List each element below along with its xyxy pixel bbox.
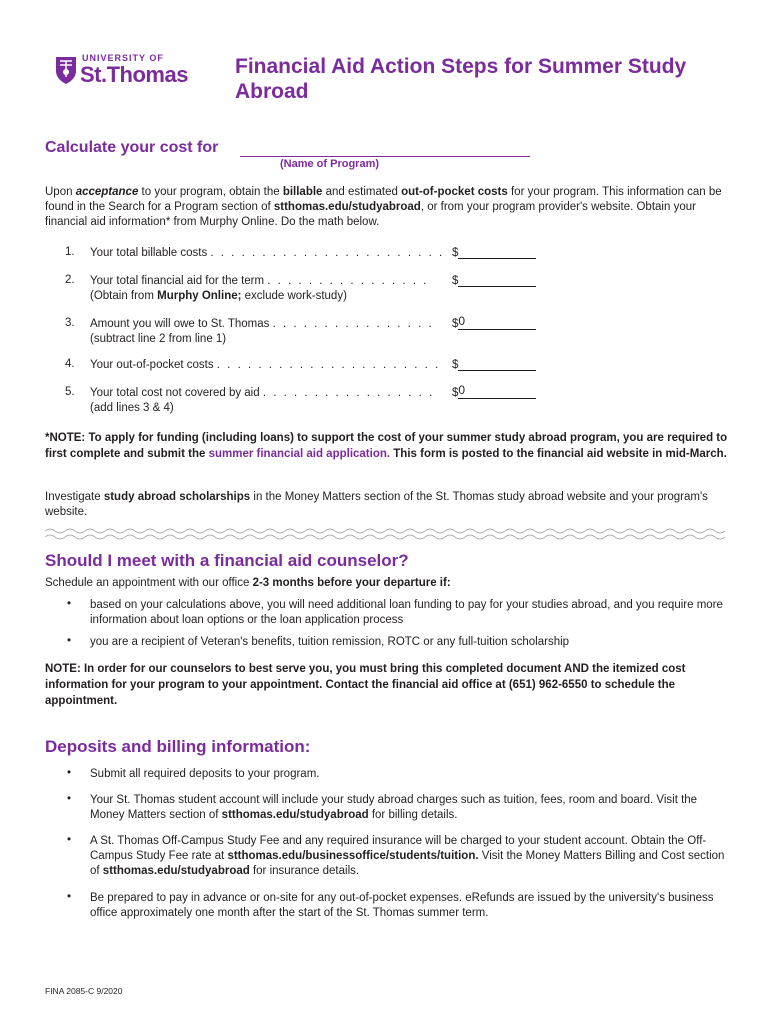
line-5-amount-field[interactable]: $ 0 [452,386,536,399]
line-4-number: 4. [65,358,75,370]
line-3-amount-field[interactable]: $ 0 [452,317,536,330]
line-2-number: 2. [65,274,75,286]
deposits-bullet-1: Submit all required deposits to your program. [90,768,320,780]
university-shield-icon [55,55,77,85]
line-2-label: Your total financial aid for the term . . . . . . . . . . . . . . . . (Obtain from Murphy Online; exclude work-study) [90,275,429,302]
deposits-bullet-4: Be prepared to pay in advance or on-site for any out-of-pocket expenses. eRefunds are issued by the university's business office approximately one month after the start of the St. Thomas summer term. [90,892,714,919]
line-1-number: 1. [65,246,75,258]
logo-st-thomas: St.Thomas [80,62,188,87]
bullet-dot: • [67,598,72,610]
page-title: Financial Aid Action Steps for Summer Study Abroad [235,55,687,103]
deposits-bullet-3: A St. Thomas Off-Campus Study Fee and any required insurance will be charged to your student account. Obtain the Off-Campus Study Fee rate at stthomas.edu/businessoffice/students/tuition. Visit the Money Matters Billing and Cost section of stthomas.edu/studyabroad for insurance details. [90,835,725,877]
line-1-amount-field[interactable]: $ [452,246,536,259]
form-footer-code: FINA 2085-C 9/2020 [45,986,123,996]
bullet-dot: • [67,834,72,846]
line-2-amount-field[interactable]: $ [452,274,536,287]
wave-divider [45,527,725,541]
bullet-dot: • [67,767,72,779]
program-name-label: (Name of Program) [280,158,380,170]
deposits-heading: Deposits and billing information: [45,737,311,756]
line-5-label: Your total cost not covered by aid . . . . . . . . . . . . . . . . . (add lines 3 & 4) [90,387,435,414]
line-4-label: Your out-of-pocket costs . . . . . . . . . . . . . . . . . . . . . . [90,359,441,371]
line-1-label: Your total billable costs . . . . . . . . . . . . . . . . . . . . . . . [90,247,445,259]
appointment-note: NOTE: In order for our counselors to best serve you, you must bring this completed document AND the itemized cost information for your program to your appointment. Contact the financial aid office at (651) 962-6550 to schedule the appointment. [45,663,686,707]
summer-aid-application-link[interactable]: summer financial aid application. [208,448,391,460]
counselor-heading: Should I meet with a financial aid counselor? [45,551,409,570]
deposits-bullet-2: Your St. Thomas student account will include your study abroad charges such as tuition, fees, room and board. Visit the Money Matters section of stthomas.edu/studyabroad for billing details. [90,794,698,821]
program-name-field[interactable] [240,140,530,157]
line-3-number: 3. [65,317,75,329]
line-3-label: Amount you will owe to St. Thomas . . . . . . . . . . . . . . . . (subtract line 2 from line 1) [90,318,434,345]
scholarships-paragraph: Investigate study abroad scholarships in the Money Matters section of the St. Thomas study abroad website and your program's website. [45,491,708,518]
counselor-bullet-1: based on your calculations above, you will need additional loan funding to pay for your studies abroad, and you require more information about loan options or the loan application process [90,599,723,626]
calculate-heading: Calculate your cost for [45,139,219,156]
funding-note: *NOTE: To apply for funding (including loans) to support the cost of your summer study abroad program, you are required to first complete and submit the summer financial aid application. This form is posted to the financial aid website in mid-March. [45,432,728,460]
bullet-dot: • [67,793,72,805]
line-4-amount-field[interactable]: $ [452,358,536,371]
bullet-dot: • [67,635,72,647]
counselor-bullet-2: you are a recipient of Veteran's benefits, tuition remission, ROTC or any full-tuition scholarship [90,636,570,648]
intro-paragraph: Upon acceptance to your program, obtain the billable and estimated out-of-pocket costs for your program. This information can be found in the Search for a Program section of stthomas.edu/studyabroad, or from your program provider's website. Obtain your financial aid information* from Murphy Online. Do the math below. [45,186,722,228]
line-5-number: 5. [65,386,75,398]
schedule-text: Schedule an appointment with our office 2-3 months before your departure if: [45,577,451,589]
bullet-dot: • [67,891,72,903]
logo-university-of: UNIVERSITY OF [82,53,164,63]
